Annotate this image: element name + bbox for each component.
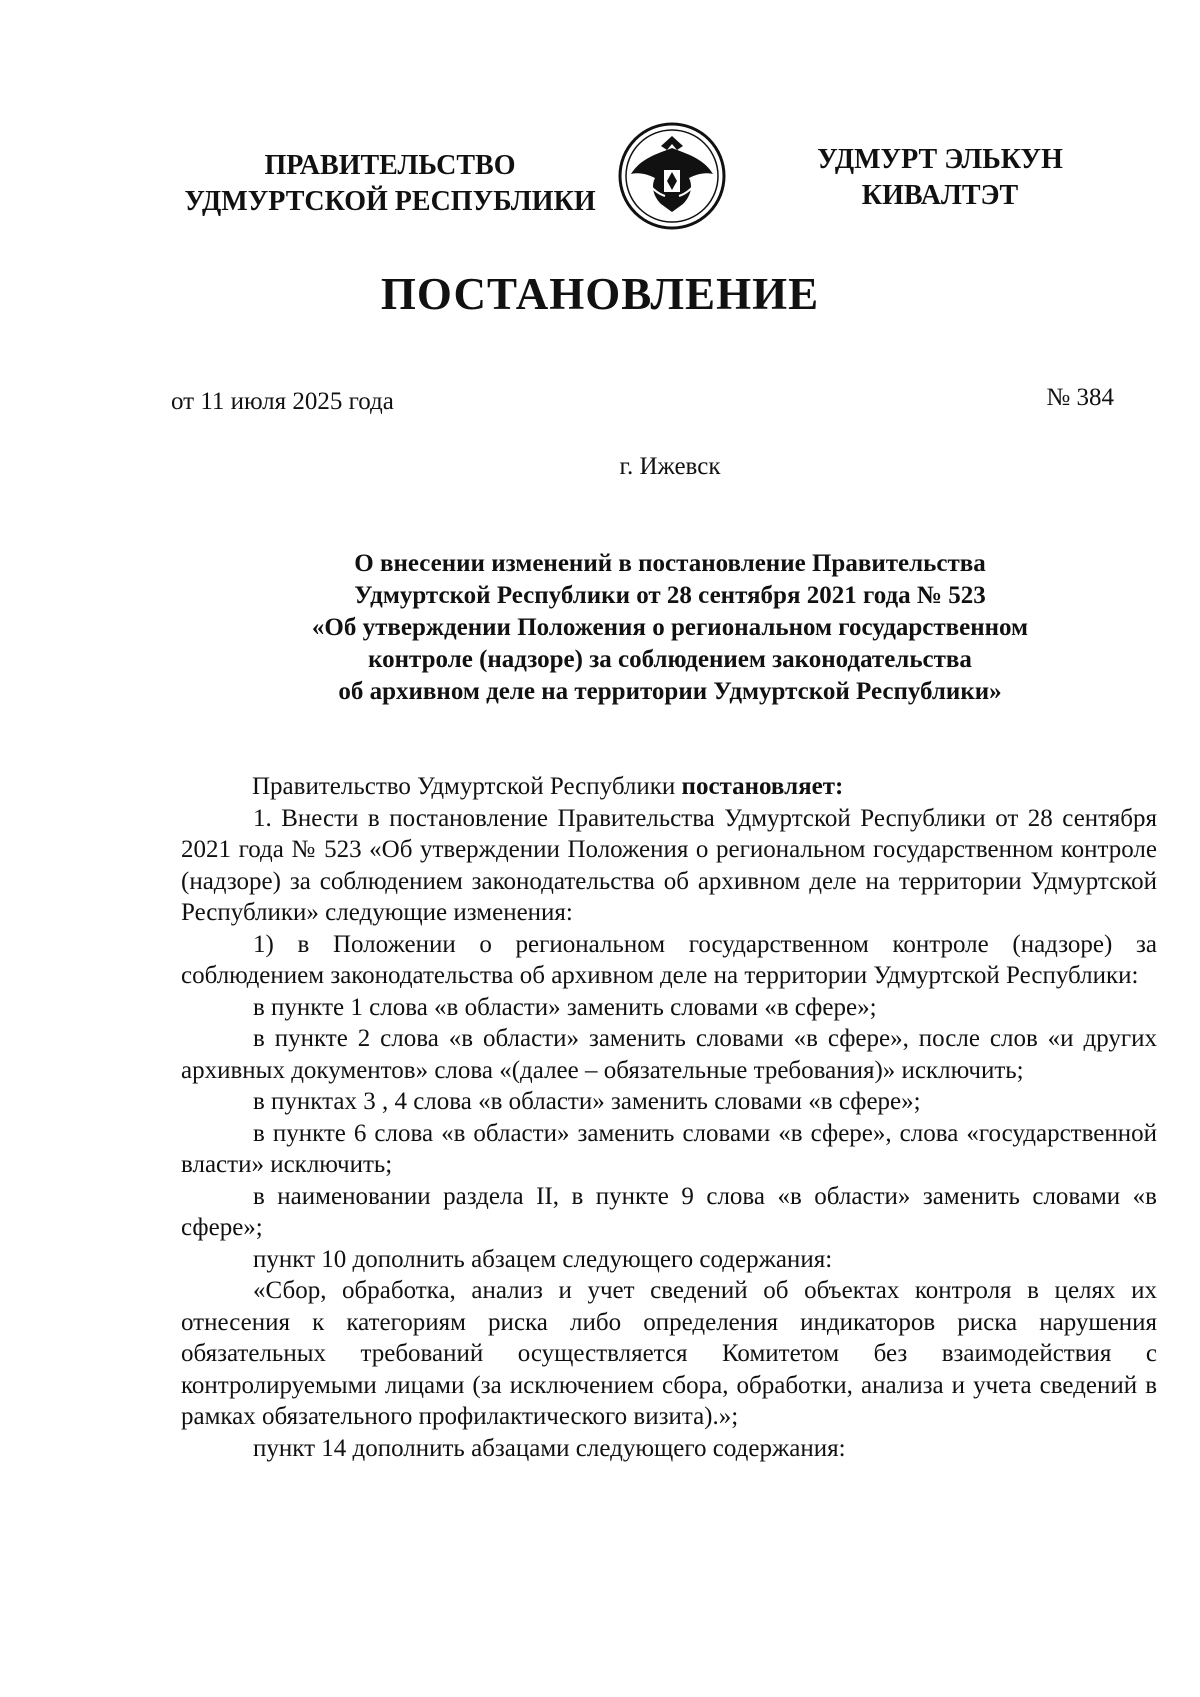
- title-line: об архивном деле на территории Удмуртской Республики»: [338, 678, 1002, 705]
- title-line: Удмуртской Республики от 28 сентября 2021 года № 523: [354, 582, 986, 609]
- body-paragraph: пункт 10 дополнить абзацем следующего содержания:: [253, 1245, 833, 1273]
- body-paragraph: в пунктах 3 , 4 слова «в области» заменить словами «в сфере»;: [253, 1088, 921, 1115]
- body-paragraph: 1. Внести в постановление Правительства Удмуртской Республики от 28 сентября 2021 года № 523 «Об утверждении Положения о региональном государственном контроле (надзоре) за соблюдением законодательства об архивном деле на территории Удмуртской Республики» следующие изменения:: [181, 804, 1157, 926]
- title-line: «Об утверждении Положения о региональном государственном: [311, 614, 1029, 641]
- authority-name-line-2: УДМУРТСКОЙ РЕСПУБЛИКИ: [184, 186, 596, 217]
- preamble-paragraph: [181, 771, 1157, 803]
- authority-name-udmurt-line-1: УДМУРТ ЭЛЬКУН: [817, 144, 1063, 175]
- document-type-heading: ПОСТАНОВЛЕНИЕ: [380, 269, 820, 319]
- title-line: О внесении изменений в постановление Правительства: [354, 550, 986, 577]
- authority-name-udmurt-line-2: КИВАЛТЭТ: [861, 180, 1019, 211]
- preamble-decree-word: постановляет:: [681, 773, 844, 800]
- body-paragraph: в пункте 1 слова «в области» заменить словами «в сфере»;: [253, 993, 877, 1021]
- document-date: от 11 июля 2025 года: [171, 388, 394, 415]
- document-city: г. Ижевск: [619, 453, 721, 480]
- authority-name-udmurt: [770, 142, 1110, 214]
- body-paragraph: 1) в Положении о региональном государственном контроле (надзоре) за соблюдением законодательства об архивном деле на территории Удмуртской Республики:: [181, 930, 1157, 989]
- authority-name-russian: [170, 148, 610, 220]
- body-paragraph: в наименовании раздела II, в пункте 9 слова «в области» заменить словами «в сфере»;: [181, 1182, 1157, 1241]
- body-paragraph: в пункте 2 слова «в области» заменить словами «в сфере», после слов «и других архивных документов» слова «(далее – обязательные требования)» исключить;: [181, 1025, 1157, 1084]
- body-paragraph: пункт 14 дополнить абзацами следующего содержания:: [253, 1434, 846, 1462]
- preamble-text: Правительство Удмуртской Республики: [252, 773, 682, 800]
- document-number: № 384: [1046, 384, 1114, 411]
- document-title: [230, 548, 1110, 708]
- coat-of-arms-udmurtia-icon: [617, 120, 727, 232]
- title-line: контроле (надзоре) за соблюдением законодательства: [368, 646, 972, 673]
- body-paragraph: в пункте 6 слова «в области» заменить словами «в сфере», слова «государственной власти» исключить;: [181, 1119, 1157, 1178]
- body-paragraph: «Сбор, обработка, анализ и учет сведений об объектах контроля в целях их отнесения к категориям риска либо определения индикаторов риска нарушения обязательных требований осуществляется Комитетом без взаимодействия с контролируемыми лицами (за исключением сбора, обработки, анализа и учета сведений в рамках обязательного профилактического визита).»;: [181, 1277, 1157, 1430]
- authority-name-line-1: ПРАВИТЕЛЬСТВО: [264, 150, 516, 181]
- document-body: [181, 771, 1157, 1464]
